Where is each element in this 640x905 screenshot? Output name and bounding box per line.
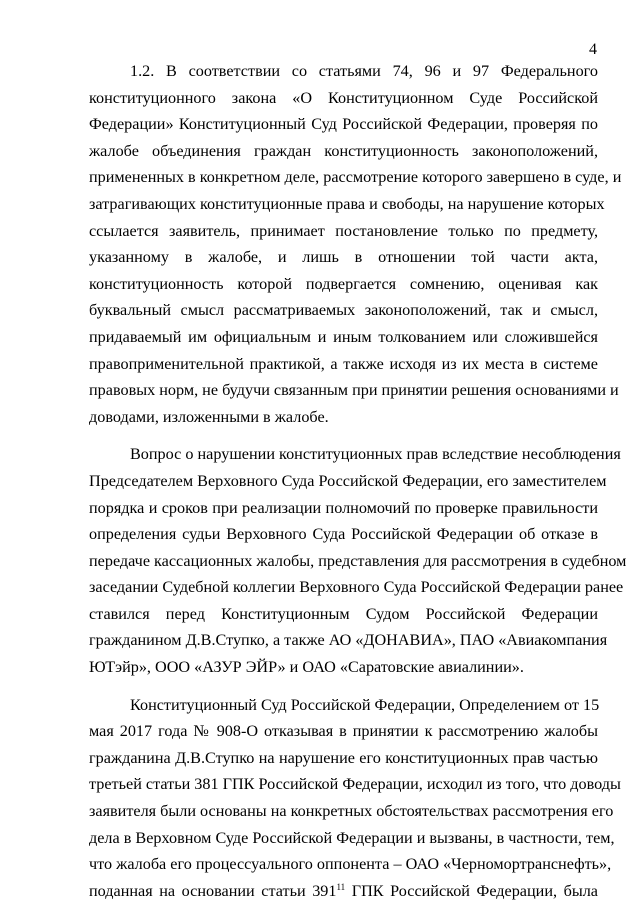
- text-line: указанному в жалобе, и лишь в отношении той части акта,: [89, 248, 598, 267]
- paragraph-2: [89, 441, 627, 680]
- text-line: 1.2. В соответствии со статьями 74, 96 и 97 Федерального: [130, 62, 598, 80]
- document-body: [89, 58, 627, 904]
- text-line: затрагивающих конституционные права и свободы, на нарушение которых: [89, 194, 605, 213]
- text-line: конституционного закона «О Конституционном Суде Российской: [89, 88, 598, 107]
- text-line: примененных в конкретном деле, рассмотрение которого завершено в суде, и: [89, 168, 622, 187]
- paragraph-gap: [89, 681, 598, 692]
- page-number: 4: [589, 41, 597, 58]
- text-line: ставился перед Конституционным Судом Российской Федерации: [89, 604, 598, 623]
- text-line: мая 2017 года № 908-О отказывая в принятии к рассмотрению жалобы: [89, 722, 598, 741]
- text-line: буквальный смысл рассматриваемых законоположений, так и смысл,: [89, 301, 598, 320]
- paragraph-3: [89, 692, 621, 905]
- text-line: третьей статьи 381 ГПК Российской Федерации, исходил из того, что доводы: [89, 775, 621, 794]
- text-line: порядка и сроков при реализации полномочий по проверке правильности: [89, 498, 598, 517]
- text-line: правовых норм, не будучи связанным при принятии решения основаниями и: [89, 381, 619, 400]
- text-line-with-footnote: [89, 878, 598, 905]
- text-line: заявителя были основаны на конкретных обстоятельствах рассмотрения его: [89, 802, 614, 821]
- text-line: конституционность которой подвергается сомнению, оценивая как: [89, 274, 598, 293]
- text-line: определения судьи Верховного Суда Российской Федерации об отказе в: [89, 525, 598, 544]
- text-line: ссылается заявитель, принимает постановление только по предмету,: [89, 221, 598, 240]
- text-line: дела в Верховном Суде Российской Федерации и вызваны, в частности, тем,: [89, 828, 615, 847]
- text-line: Конституционный Суд Российской Федерации, Определением от 15: [130, 695, 600, 714]
- text-fragment: поданная на основании статьи 391: [89, 881, 337, 900]
- text-line: ЮТэйр», ООО «АЗУР ЭЙР» и ОАО «Саратовские авиалинии».: [89, 658, 524, 677]
- text-line: Председателем Верховного Суда Российской Федерации, его заместителем: [89, 471, 607, 490]
- superscript-reference: 11: [336, 881, 346, 892]
- text-line: доводами, изложенными в жалобе.: [89, 407, 329, 426]
- text-line: Федерации» Конституционный Суд Российской Федерации, проверяя по: [89, 115, 598, 134]
- text-line: Вопрос о нарушении конституционных прав вследствие несоблюдения: [130, 445, 621, 464]
- text-line: передаче кассационных жалобы, представления для рассмотрения в судебном: [89, 551, 627, 570]
- text-line: гражданином Д.В.Ступко, а также АО «ДОНАВИА», ПАО «Авиакомпания: [89, 631, 608, 650]
- text-line: жалобе объединения граждан конституционность законоположений,: [89, 141, 598, 160]
- paragraph-1: [89, 58, 622, 430]
- text-fragment: ГПК Российской Федерации, была: [345, 881, 598, 900]
- text-line: что жалоба его процессуального оппонента – ОАО «Черномортранснефть»,: [89, 855, 612, 874]
- text-line: гражданина Д.В.Ступко на нарушение его конституционных прав частью: [89, 748, 598, 767]
- text-line: заседании Судебной коллегии Верховного Суда Российской Федерации ранее: [89, 578, 624, 597]
- text-line: придаваемый им официальным и иным толкованием или сложившейся: [89, 327, 598, 346]
- paragraph-gap: [89, 430, 598, 441]
- text-line: правоприменительной практикой, а также исходя из их места в системе: [89, 354, 598, 373]
